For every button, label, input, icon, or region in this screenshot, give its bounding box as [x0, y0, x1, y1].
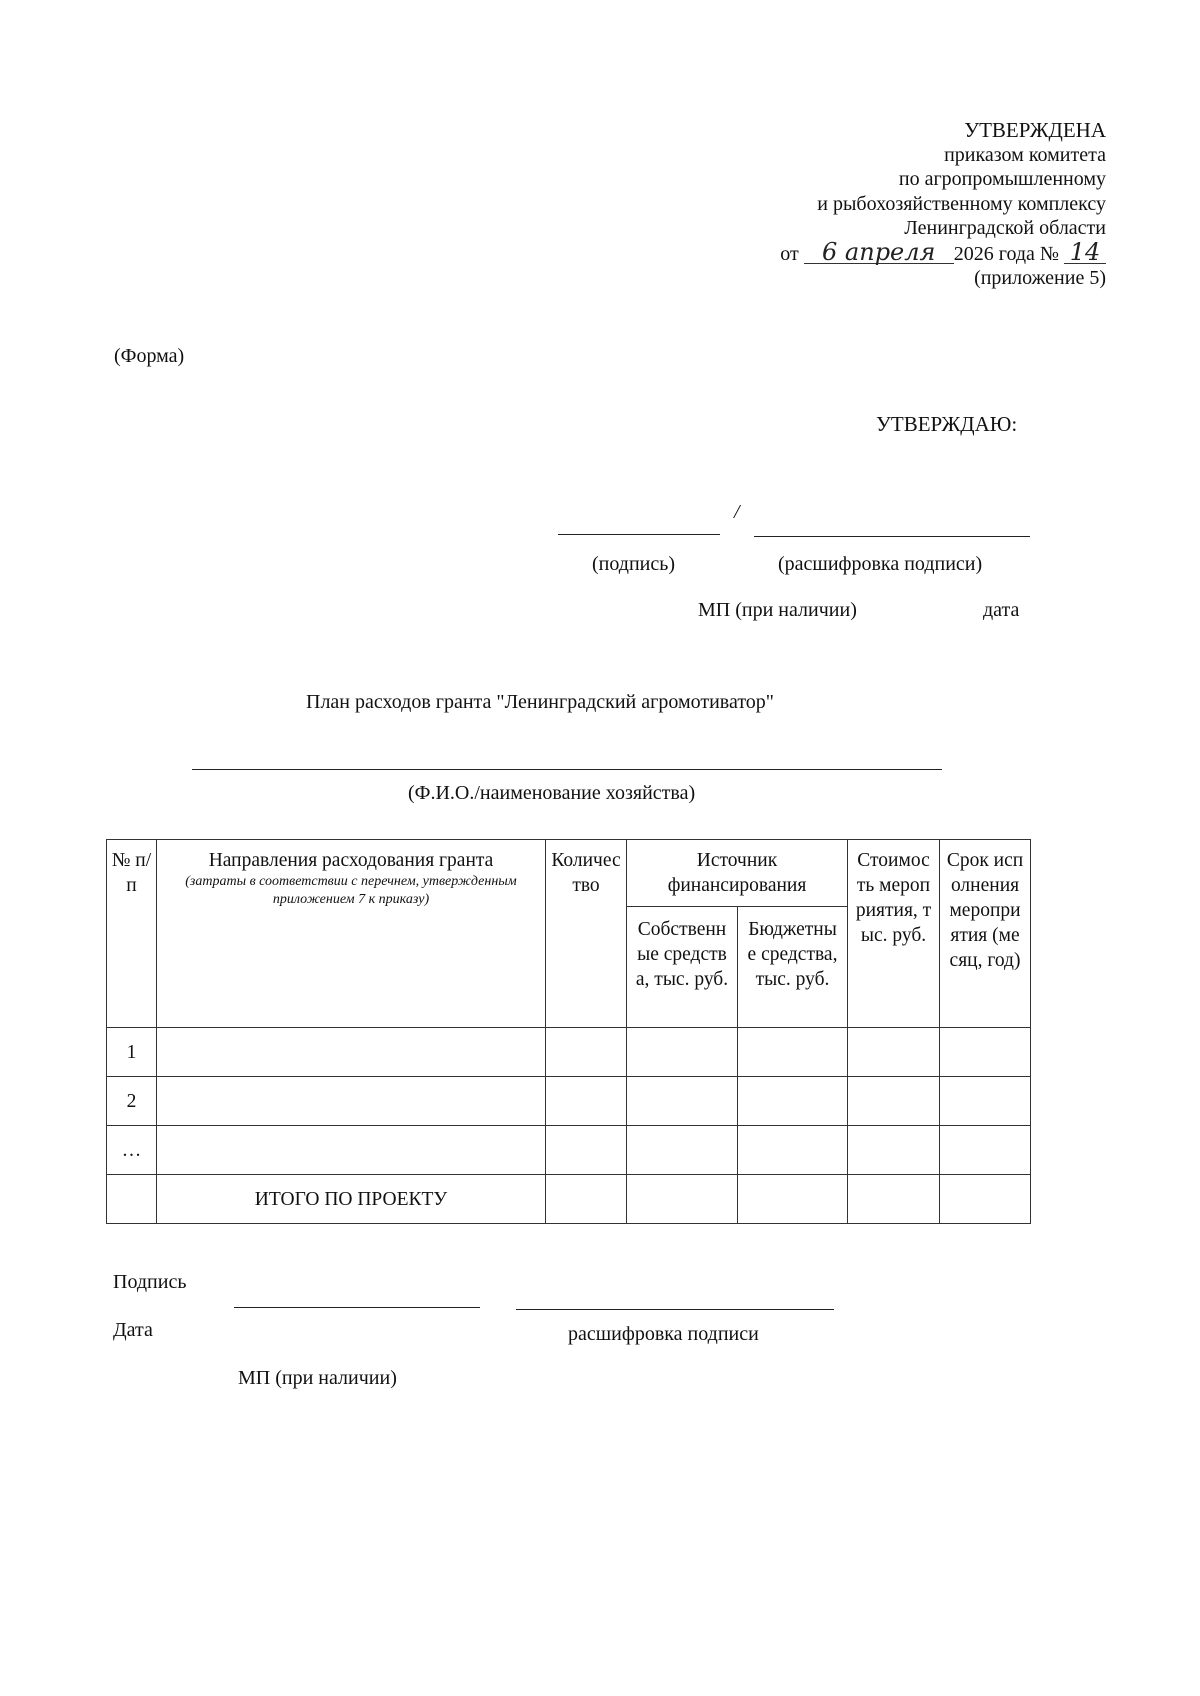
form-label: (Форма)	[114, 345, 185, 367]
stamp-caption: МП (при наличии)	[698, 599, 857, 621]
cell	[738, 1028, 848, 1077]
cell	[848, 1077, 940, 1126]
footer-decoding-caption: расшифровка подписи	[568, 1323, 759, 1345]
footer-stamp: МП (при наличии)	[238, 1367, 397, 1389]
signature-caption: (подпись)	[592, 553, 676, 575]
total-label: ИТОГО ПО ПРОЕКТУ	[157, 1175, 546, 1224]
table-header-row	[107, 840, 1031, 907]
cell	[627, 1028, 738, 1077]
footer-signature-line	[234, 1307, 480, 1308]
table-row	[107, 1077, 1031, 1126]
header-source: Источник финансирования	[627, 840, 848, 907]
cell	[546, 1126, 627, 1175]
farm-caption: (Ф.И.О./наименование хозяйства)	[408, 782, 696, 804]
slash-mark: /	[734, 501, 740, 523]
row-number: …	[107, 1126, 157, 1175]
cell	[738, 1175, 848, 1224]
appendix-label: (приложение 5)	[974, 267, 1106, 289]
date-suffix: 2026 года №	[953, 242, 1059, 265]
table-total-row	[107, 1175, 1031, 1224]
approval-date-line	[506, 237, 1106, 267]
decoding-caption: (расшифровка подписи)	[778, 553, 983, 575]
plan-title: План расходов гранта "Ленинградский агромотиватор"	[306, 691, 774, 713]
cell	[940, 1077, 1031, 1126]
footer-decoding-line	[516, 1309, 834, 1310]
cell	[848, 1028, 940, 1077]
cell	[627, 1175, 738, 1224]
decoding-line	[754, 536, 1030, 537]
cell	[848, 1126, 940, 1175]
cell	[627, 1077, 738, 1126]
cell	[107, 1175, 157, 1224]
date-prefix: от	[780, 242, 799, 265]
cell	[940, 1028, 1031, 1077]
signature-line	[558, 534, 720, 535]
approval-line: по агропромышленному	[898, 168, 1106, 190]
cell	[546, 1175, 627, 1224]
cell	[157, 1126, 546, 1175]
header-quantity: Количество	[546, 840, 627, 1028]
header-num: № п/п	[107, 840, 157, 1028]
header-budget-funds: Бюджетные средства, тыс. руб.	[738, 907, 848, 1028]
row-number: 2	[107, 1077, 157, 1126]
approval-line: Ленинградской области	[904, 217, 1106, 239]
footer-signature-label: Подпись	[113, 1271, 187, 1293]
handwritten-date: 6 апреля	[804, 241, 954, 264]
date-caption: дата	[983, 599, 1020, 621]
approval-line: и рыбохозяйственному комплексу	[817, 192, 1106, 215]
header-direction-note: (затраты в соответствии с перечнем, утвержденным приложением 7 к приказу)	[185, 874, 517, 907]
approval-block	[506, 118, 1106, 291]
cell	[546, 1077, 627, 1126]
cell	[157, 1077, 546, 1126]
footer-date-label: Дата	[113, 1319, 153, 1341]
header-own-funds: Собственные средства, тыс. руб.	[627, 907, 738, 1028]
approve-title: УТВЕРЖДАЮ:	[876, 412, 1018, 436]
header-cost: Стоимость мероприятия, тыс. руб.	[848, 840, 940, 1028]
farm-name-line	[192, 769, 942, 770]
table-row	[107, 1126, 1031, 1175]
expense-table	[106, 839, 1031, 1224]
cell	[157, 1028, 546, 1077]
handwritten-number: 14	[1064, 241, 1106, 264]
row-number: 1	[107, 1028, 157, 1077]
cell	[627, 1126, 738, 1175]
cell	[738, 1077, 848, 1126]
approval-line: приказом комитета	[944, 143, 1106, 166]
table-row	[107, 1028, 1031, 1077]
cell	[546, 1028, 627, 1077]
header-term: Срок исполнения мероприятия (месяц, год)	[940, 840, 1031, 1028]
header-direction-label: Направления расходования гранта	[208, 850, 494, 871]
cell	[940, 1126, 1031, 1175]
approval-title: УТВЕРЖДЕНА	[964, 118, 1106, 142]
cell	[940, 1175, 1031, 1224]
cell	[848, 1175, 940, 1224]
header-direction	[157, 840, 546, 1028]
cell	[738, 1126, 848, 1175]
